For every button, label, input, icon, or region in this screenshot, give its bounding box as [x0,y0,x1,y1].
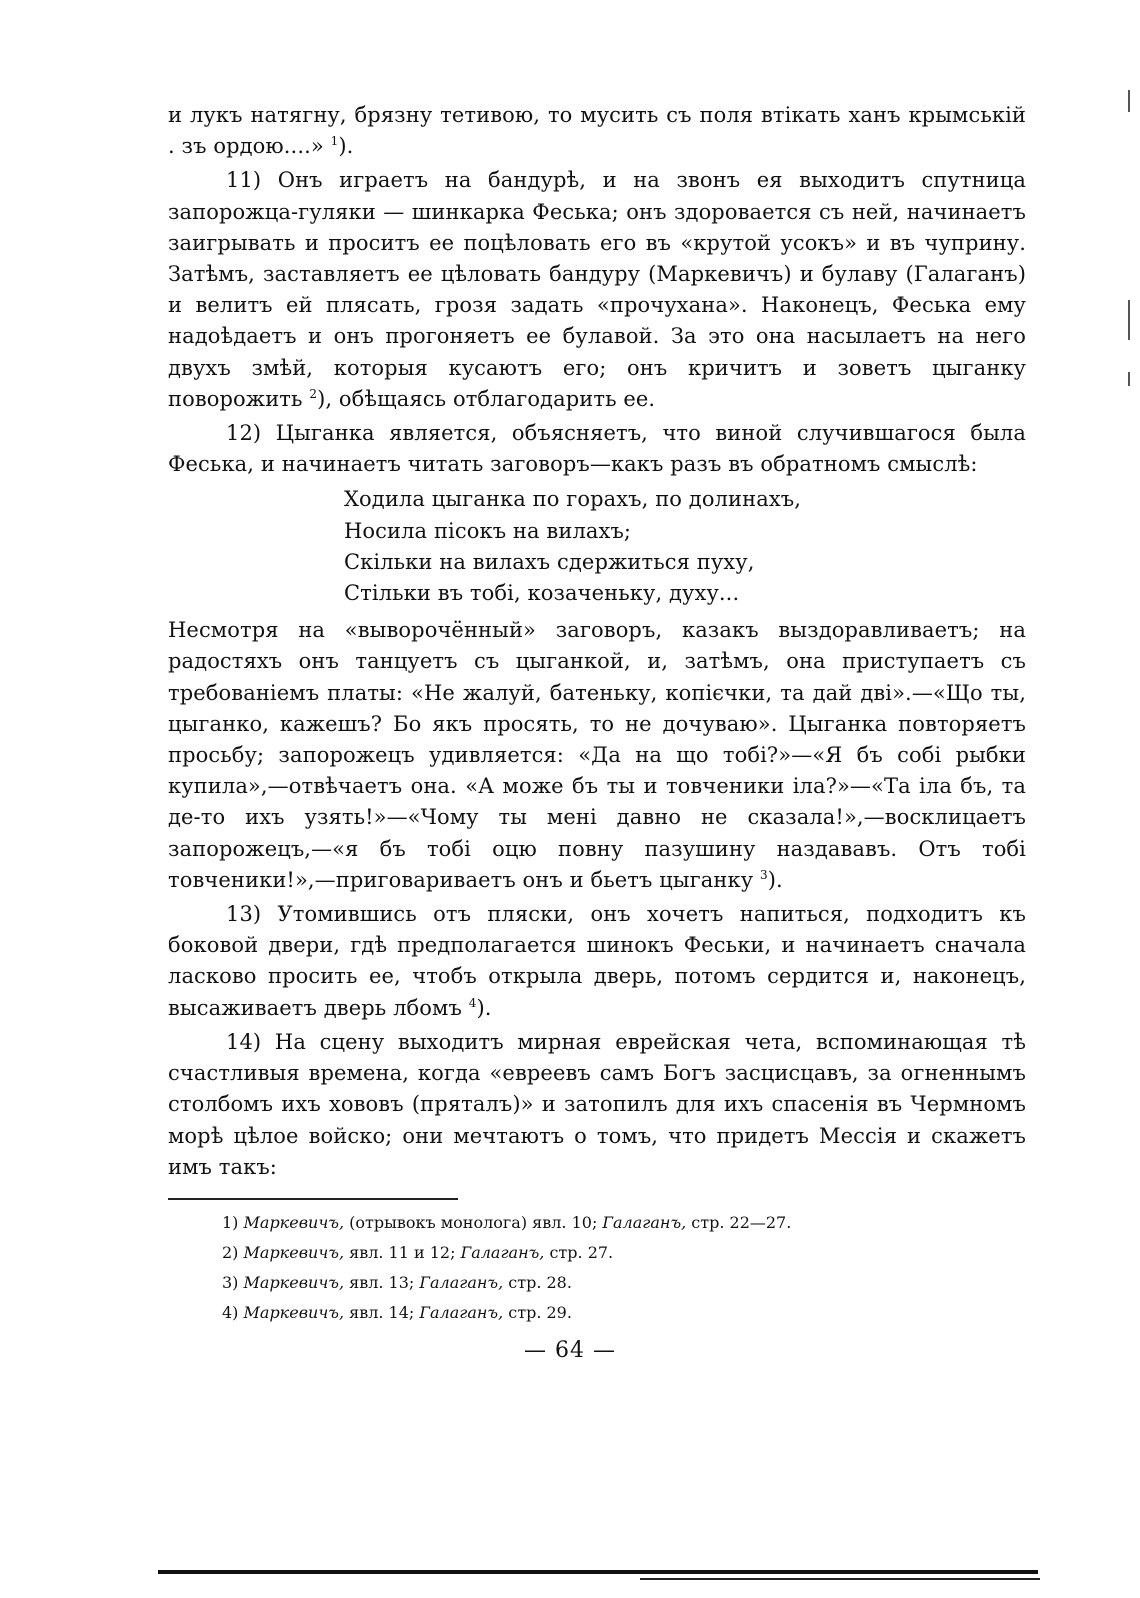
verse-line: Стільки въ тобі, козаченьку, духу... [344,581,740,606]
margin-mark [1128,300,1130,340]
footnote-ref-3: 3 [759,867,768,882]
margin-mark [1128,90,1130,112]
paragraph-13-end: ). [476,995,492,1020]
footnote-author: Маркевичъ, [243,1303,345,1322]
paragraph-11 [168,165,1026,415]
footnote-text: стр. 29. [503,1303,572,1322]
paragraph-11-text: 11) Онъ играетъ на бандурѣ, и на звонъ ея выходитъ спутница запорожца-гуляки — шинкарка Феська; онъ здоровается съ ней, начинаетъ заигрывать и проситъ ее поцѣловать его въ «крутой усокъ» и въ чуприну. Затѣмъ, заставляетъ ее цѣловать бандуру (Маркевичъ) и булаву (Галаганъ) и велитъ ей плясать, грозя задать «прочухана». Наконецъ, Феська ему надоѣдаетъ и онъ прогоняетъ ее булавой. За это она насылаетъ на него двухъ змѣй, которыя кусаютъ его; онъ кричитъ и зоветъ цыганку поворожить [168,168,1026,411]
paragraph-14: 14) На сцену выходитъ мирная еврейская чета, вспоминающая тѣ счастливыя времена, когда «евреевъ самъ Богъ засцисцавъ, за огненнымъ столбомъ ихъ хововъ (пряталъ)» и затопилъ для ихъ спасенія въ Чермномъ морѣ цѣлое войско; они мечтаютъ о томъ, что придетъ Мессія и скажетъ имъ такъ: [168,1029,1026,1179]
footnote-ref-2: 2 [309,386,318,401]
paragraph-11-end: ), обѣщаясь отблагодарить ее. [317,386,656,411]
footnote-text: стр. 22—27. [686,1213,792,1232]
verse-block [344,484,1026,609]
paragraph-continuation-text: и лукъ натягну, брязну тетивою, то мусить съ поля втікать ханъ крымській . зъ ордою....» [168,103,1026,159]
footnote-author: Маркевичъ, [243,1213,345,1232]
verse-line: Ходила цыганка по горахъ, по долинахъ, [344,487,802,512]
footnotes [222,1208,1002,1328]
footnote-text: стр. 28. [503,1273,572,1292]
bottom-rule-secondary [640,1578,1040,1580]
main-text [168,100,1026,1186]
paragraph-continuation [168,100,1026,162]
footnote-text: явл. 13; [344,1273,420,1292]
footnote-author: Галаганъ, [419,1273,504,1292]
footnote-text: явл. 14; [344,1303,420,1322]
footnote-mark: 2) [222,1243,239,1262]
footnote-author: Галаганъ, [460,1243,545,1262]
footnote-author: Маркевичъ, [243,1273,345,1292]
footnote-author: Маркевичъ, [243,1243,345,1262]
footnote-3 [222,1268,1002,1298]
paragraph-12-continued-end: ). [767,867,783,892]
footnote-mark: 4) [222,1303,239,1322]
bottom-rule [158,1570,1038,1574]
footnote-ref-4: 4 [468,995,477,1010]
footnote-text: стр. 27. [544,1243,614,1262]
paragraph-13 [168,899,1026,1024]
footnote-text: (отрывокъ монолога) явл. 10; [344,1213,603,1232]
paragraph-12-continued [168,615,1026,896]
margin-mark [1128,372,1130,386]
footnote-ref-1: 1 [330,134,339,149]
verse-line: Носила пісокъ на вилахъ; [344,518,632,543]
footnote-2 [222,1238,1002,1268]
footnote-1 [222,1208,1002,1238]
footnote-text: явл. 11 и 12; [344,1243,461,1262]
page-number: — 64 — [524,1338,616,1363]
footnote-mark: 1) [222,1213,239,1232]
paragraph-13-text: 13) Утомившись отъ пляски, онъ хочетъ напиться, подходитъ къ боковой двери, гдѣ предполагается шинокъ Феськи, и начинаетъ сначала ласково просить ее, чтобъ открыла дверь, потомъ сердится и, наконецъ, высаживаетъ дверь лбомъ [168,902,1026,1020]
paragraph-continuation-end: ). [338,134,354,159]
verse-line: Скільки на вилахъ сдержиться пуху, [344,549,755,574]
footnote-mark: 3) [222,1273,239,1292]
footnote-4 [222,1298,1002,1328]
footnote-author: Галаганъ, [602,1213,687,1232]
footnote-author: Галаганъ, [419,1303,504,1322]
paragraph-12-continued-text: Несмотря на «выворочённый» заговоръ, казакъ выздоравливаетъ; на радостяхъ онъ танцуетъ съ цыганкой, и, затѣмъ, она приступаетъ съ требованіемъ платы: «Не жалуй, батеньку, копієчки, та дай дві».—«Що ты, цыганко, кажешъ? Бо якъ просять, то не дочуваю». Цыганка повторяетъ просьбу; запорожецъ удивляется: «Да на що тобі?»—«Я бъ собі рыбки купила»,—отвѣчаетъ она. «А може бъ ты и товченики іла?»—«Та іла бъ, та де-то ихъ узять!»—«Чому ты мені давно не сказала!»,—восклицаетъ запорожецъ,—«я бъ тобі оцю повну пазушину наздававъ. Отъ тобі товченики!»,—приговариваетъ онъ и бьетъ цыганку [168,618,1026,892]
paragraph-12: 12) Цыганка является, объясняетъ, что виной случившагося была Феська, и начинаетъ читать заговоръ—какъ разъ въ обратномъ смыслѣ: [168,421,1026,477]
footnote-divider [168,1198,458,1200]
